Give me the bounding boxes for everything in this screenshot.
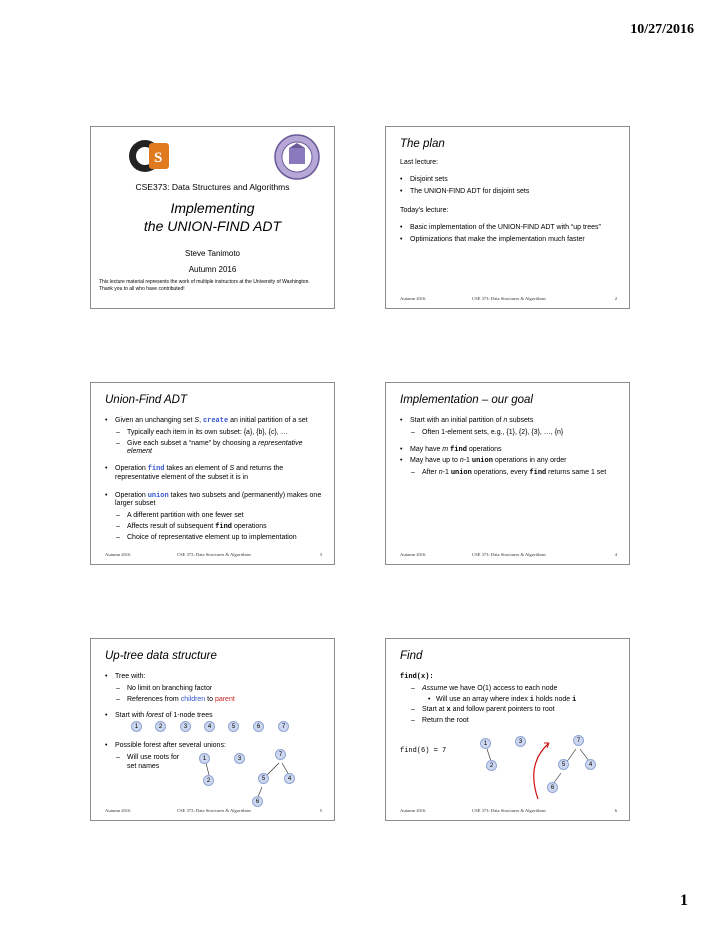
page-date: 10/27/2016 bbox=[630, 22, 694, 37]
slide-plan: The plan Last lecture: • Disjoint sets • The UNION-FIND ADT for disjoint sets Today's lecture: • Basic implementation of the UNION-FIND ADT with “up trees” • Optimizations that make the implementation much faster Autumn 2016 CSE 373: Data Structures & Algorithms 2 bbox=[385, 126, 630, 309]
tree-node: 5 bbox=[258, 773, 269, 784]
list-item: – Return the root bbox=[400, 717, 619, 726]
course-title: CSE373: Data Structures and Algorithms bbox=[135, 182, 290, 192]
slide-find: Find find(x): – Assume we have O(1) access to each node • Will use an array where index i holds node i – Start at x and follow parent pointers to root – Return the root find(6) = 7 1 3 7 2 5 4 6 Autumn 2016 CSE 373: Data Structures & Algorithms 6 bbox=[385, 638, 630, 821]
list-item: • May have m find operations bbox=[400, 446, 619, 455]
list-item: • Will use an array where index i holds node i bbox=[400, 696, 619, 705]
last-lecture-label: Last lecture: bbox=[400, 159, 439, 166]
credit-line-1: This lecture material represents the work of multiple instructors at the University of Washington. bbox=[99, 279, 310, 285]
list-item: • Optimizations that make the implementation much faster bbox=[400, 236, 619, 245]
tree-node: 7 bbox=[573, 735, 584, 746]
title-line-2: the UNION-FIND ADT bbox=[143, 218, 282, 235]
list-item: – No limit on branching factor bbox=[105, 685, 324, 694]
list-item: • Possible forest after several unions: bbox=[105, 742, 184, 751]
list-item: – Choice of representative element up to implementation bbox=[105, 534, 324, 543]
tree-node: 6 bbox=[547, 782, 558, 793]
forest-node: 2 bbox=[155, 721, 166, 732]
lecture-title bbox=[91, 199, 334, 235]
tree-node: 4 bbox=[585, 759, 596, 770]
list-item: • The UNION-FIND ADT for disjoint sets bbox=[400, 188, 619, 197]
slide-title: Implementation – our goal bbox=[400, 394, 533, 406]
credit-line-2: Thank you to all who have contributed! bbox=[99, 285, 185, 292]
cse-logo-icon bbox=[127, 135, 171, 177]
slide-title: Find bbox=[400, 650, 423, 662]
page-number: 1 bbox=[680, 892, 688, 909]
svg-text:S: S bbox=[154, 150, 163, 166]
find-tree-edges bbox=[386, 639, 631, 822]
university-seal-icon bbox=[273, 133, 321, 181]
tree-node: 2 bbox=[203, 775, 214, 786]
find-example: find(6) = 7 bbox=[400, 747, 447, 755]
list-item: – Often 1-element sets, e.g., {1}, {2}, {3}, …, {n} bbox=[400, 429, 619, 438]
list-item: – Give each subset a “name” by choosing a representative element bbox=[105, 440, 324, 458]
list-item: – A different partition with one fewer set bbox=[105, 512, 324, 521]
list-item: – References from children to parent bbox=[105, 696, 324, 705]
list-item: – After n-1 union operations, every find returns same 1 set bbox=[400, 469, 619, 478]
up-tree-edges bbox=[91, 639, 336, 822]
credit-note bbox=[99, 279, 326, 292]
list-item: – Will use roots for set names bbox=[105, 754, 184, 772]
list-item: • May have up to n-1 union operations in any order bbox=[400, 457, 619, 466]
tree-node: 1 bbox=[480, 738, 491, 749]
tree-node: 2 bbox=[486, 760, 497, 771]
slide-title: The plan bbox=[400, 138, 445, 150]
list-item: • Disjoint sets bbox=[400, 176, 619, 185]
forest-node: 4 bbox=[204, 721, 215, 732]
forest-node: 1 bbox=[131, 721, 142, 732]
tree-node: 3 bbox=[515, 736, 526, 747]
list-item: • Operation find takes an element of S and returns the representative element of the subset it is in bbox=[105, 465, 324, 483]
forest-node: 5 bbox=[228, 721, 239, 732]
slide-up-tree: Up-tree data structure • Tree with: – No limit on branching factor – References from children to parent • Start with forest of 1-node trees 1 2 3 4 5 6 7 • Possible forest after several unions: – Will use roots for set names 1 3 7 2 5 4 6 Autumn 2016 CSE 373: Data Structures & Algorithms 5 bbox=[90, 638, 335, 821]
list-item: • Given an unchanging set S, create an initial partition of a set bbox=[105, 417, 324, 426]
forest-node: 3 bbox=[180, 721, 191, 732]
today-lecture-label: Today's lecture: bbox=[400, 207, 449, 215]
list-item: – Affects result of subsequent find operations bbox=[105, 523, 324, 532]
slide-union-find-adt: Union-Find ADT • Given an unchanging set S, create an initial partition of a set – Typically each item in its own subset: {a}, {b}, {c}, … – Give each subset a “name” by choosing a representative element • Operation find takes an element of S and returns the representative element of the subset it is in • Operation union takes two subsets and (permanently) makes one larger subset – A different partition with one fewer set – Affects result of subsequent find operations – Choice of representative element up to implementation Autumn 2016 CSE 373: Data Structures & Algorithms 3 bbox=[90, 382, 335, 565]
list-item: – Typically each item in its own subset: {a}, {b}, {c}, … bbox=[105, 429, 324, 438]
title-line-1: Implementing bbox=[170, 200, 255, 216]
tree-node: 6 bbox=[252, 796, 263, 807]
author: Steve Tanimoto bbox=[185, 249, 240, 258]
find-signature: find(x): bbox=[400, 673, 434, 681]
term: Autumn 2016 bbox=[188, 265, 237, 274]
slide-title: Up-tree data structure bbox=[105, 650, 217, 662]
list-item: • Operation union takes two subsets and (permanently) makes one larger subset bbox=[105, 492, 324, 510]
tree-node: 7 bbox=[275, 749, 286, 760]
list-item: • Start with forest of 1-node trees bbox=[105, 712, 324, 721]
list-item: – Start at x and follow parent pointers to root bbox=[400, 706, 619, 715]
list-item: • Start with an initial partition of n subsets bbox=[400, 417, 619, 426]
forest-node: 7 bbox=[278, 721, 289, 732]
tree-node: 5 bbox=[558, 759, 569, 770]
forest-node: 6 bbox=[253, 721, 264, 732]
slide-implementation-goal: Implementation – our goal • Start with an initial partition of n subsets – Often 1-element sets, e.g., {1}, {2}, {3}, …, {n} • May have m find operations • May have up to n-1 union operations in any order – After n-1 union operations, every find returns same 1 set Autumn 2016 CSE 373: Data Structures & Algorithms 4 bbox=[385, 382, 630, 565]
list-item: • Tree with: bbox=[105, 673, 324, 682]
tree-node: 1 bbox=[199, 753, 210, 764]
tree-node: 3 bbox=[234, 753, 245, 764]
tree-node: 4 bbox=[284, 773, 295, 784]
list-item: • Basic implementation of the UNION-FIND ADT with “up trees” bbox=[400, 224, 619, 233]
slide-title: Union-Find ADT bbox=[105, 394, 188, 406]
slide-title bbox=[90, 126, 335, 309]
list-item: – Assume we have O(1) access to each node bbox=[400, 685, 619, 694]
